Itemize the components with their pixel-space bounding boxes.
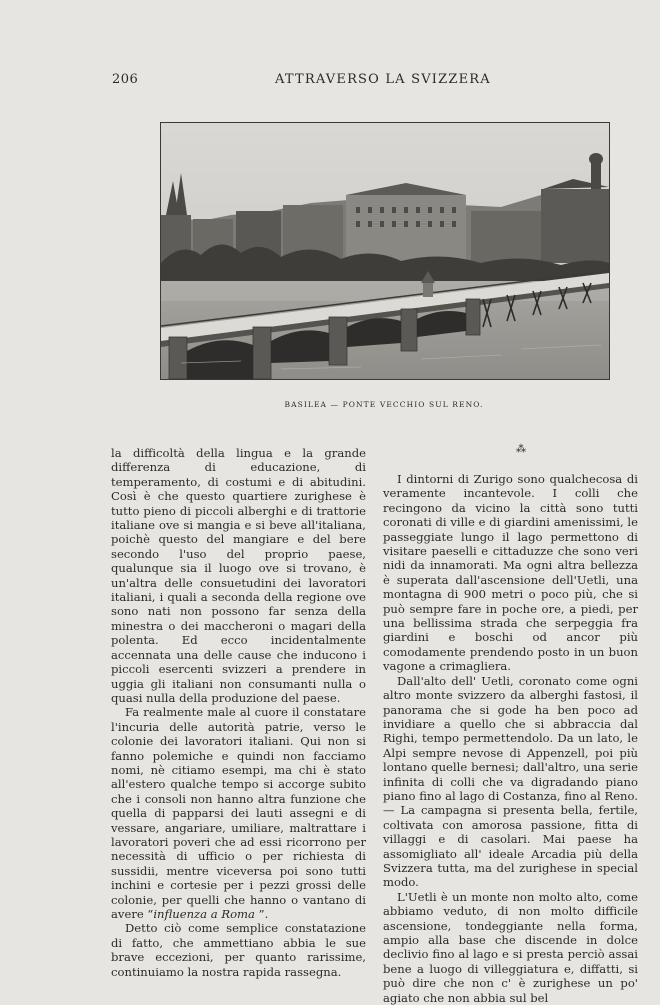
section-asterism: ⁂ [516,444,526,455]
left-paragraph-3: Detto ciò come semplice constatazione di fatto, che ammettiano abbia le sue brave eccezioni, per quanto rarissime, continuiamo la nostra rapida rassegna. [111,921,366,979]
right-text-column [383,472,638,1005]
left-paragraph-2 [111,705,366,921]
right-paragraph-2: Dall'alto dell' Uetli, coronato come ogni altro monte svizzero da alberghi fastosi, il panorama che si gode ha ben poco ad invidiare a quello che si abbraccia dal Righi, tempo permettendolo. Da un lato, le Alpi sempre nevose di Appenzell, poi più lontano quelle bernesi; dall'altro, una serie infinita di colli che va digradando piano piano fino al lago di Costanza, fino al Reno. — La campagna si presenta bella, fertile, coltivata con amorosa passione, fitta di villaggi e di casolari. Mai paese ha assomigliato all' ideale Arcadia più della Svizzera tutta, ma del zurighese in special modo. [383,673,638,890]
left-paragraph-2-end: ”. [254,907,269,921]
bridge-photo-illustration [161,123,609,379]
left-text-column [111,446,366,979]
page-number: 206 [112,72,139,87]
left-paragraph-2-text: Fa realmente male al cuore il constatare l'incuria delle autorità patrie, verso le colonie dei lavoratori italiani. Qui non si fanno polemiche e quindi non facciamo nomi, nè citiamo esempi, ma chi è stato all'estero qualche tempo si accorge subito che i consoli non hanno altra funzione che quella di papparsi dei lauti assegni e di vessare, angariare, umiliare, maltrattare i lavoratori poveri che ad essi ricorrono per necessità di ufficio o per richiesta di sussidii, mentre viceversa poi sono tutti inchini e cortesie per i pezzi grossi delle colonie, per quelli che hanno o vantano di avere “ [111,705,366,921]
left-paragraph-2-italic: influenza a Roma [153,907,255,921]
left-paragraph-1: la difficoltà della lingua e la grande differenza di educazione, di temperamento, di costumi e di abitudini. Così è che questo quartiere zurighese è tutto pieno di piccoli alberghi e di trattorie italiane ove si mangia e si beve all'italiana, poichè questo del mangiare e del bere secondo l'uso del proprio paese, qualunque sia il luogo ove si trovano, è un'altra delle consuetudini dei lavoratori italiani, i quali a seconda della regione ove sono nati non possono far senza della minestra o dei maccheroni o magari della polenta. Ed ecco incidentalmente accennata una delle cause che inducono i piccoli esercenti svizzeri a prendere in uggia gli italiani non consumanti nulla o quasi nulla della produzione del paese. [111,446,366,705]
right-paragraph-1: I dintorni di Zurigo sono qualchecosa di veramente incantevole. I colli che recingono da vicino la città sono tutti coronati di ville e di giardini amenissimi, le passeggiate lungo il lago permettono di visitare paeselli e cittaduzze che sono veri nidi da innamorati. Ma ogni altra bellezza è superata dall'ascensione dell'Uetli, una montagna di 900 metri o poco più, che si può sempre fare in poche ore, a piedi, per una bellissima strada che serpeggia fra giardini e boschi od ancor più comodamente prendendo posto in un buon vagone a crimagliera. [383,472,638,674]
right-paragraph-3: L'Uetli è un monte non molto alto, come abbiamo veduto, di non molto difficile ascensione, tondeggiante nella forma, ampio alla base che discende in dolce declivio fino al lago e si presta perciò assai bene a luogo di villeggiatura e, diffatti, si può dire che non c' è zurighese un po' agiato che non abbia sul bel [383,889,638,1005]
photo-basel-old-rhine-bridge [160,122,610,380]
figure-caption: BASILEA — PONTE VECCHIO SUL RENO. [284,400,484,409]
running-title: ATTRAVERSO LA SVIZZERA [275,72,491,87]
